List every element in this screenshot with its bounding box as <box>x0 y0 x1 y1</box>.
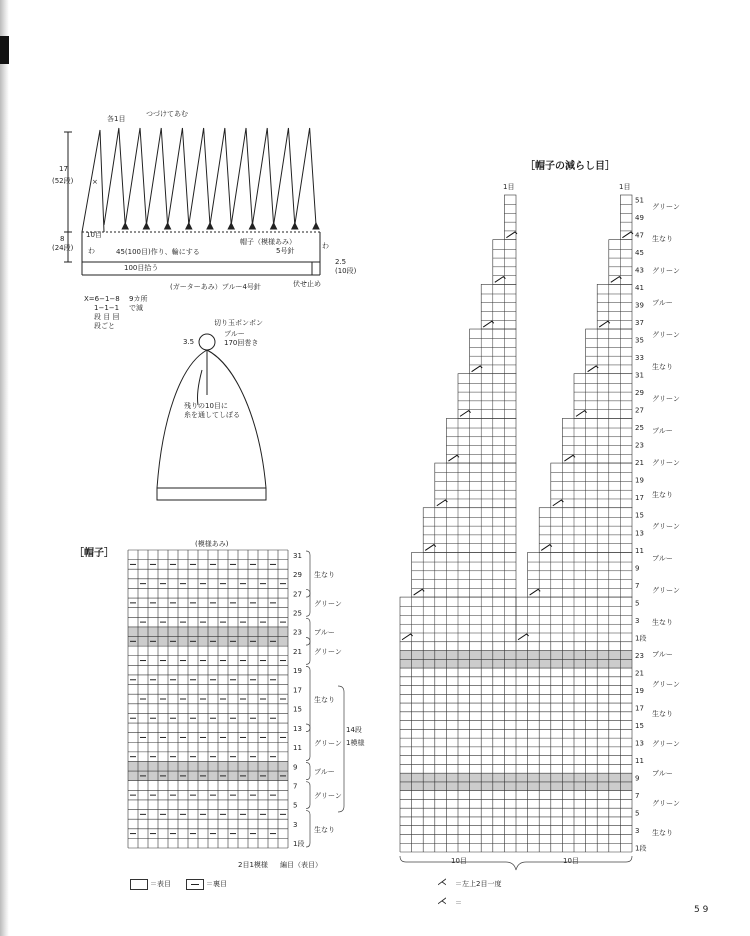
band-bracket <box>306 589 310 616</box>
right-chart-top-left: 1目 <box>503 183 515 191</box>
label-pick-up: 100目拾う <box>124 264 159 272</box>
row-number: 17 <box>293 686 302 695</box>
row-number: 3 <box>293 820 298 829</box>
k2tog-mark <box>495 277 506 283</box>
band-label: 生なり <box>652 710 673 719</box>
k2tog-mark <box>622 232 633 238</box>
k2tog-mark <box>611 277 622 283</box>
k2tog-mark <box>472 366 483 372</box>
label-pompom-size: 3.5 <box>183 338 195 346</box>
band-label: 生なり <box>652 362 673 371</box>
right-chart-bottom-right: 10目 <box>563 857 579 865</box>
row-number: 9 <box>635 564 640 573</box>
row-number: 15 <box>635 511 644 520</box>
k2tog-symbol-icon: ⋌ <box>437 877 447 888</box>
row-number: 29 <box>635 389 644 398</box>
row-number: 1段 <box>635 634 647 643</box>
label-hat-pattern: 帽子（模様あみ） <box>240 238 296 246</box>
band-label: ブルー <box>314 768 335 777</box>
step-block <box>481 284 516 329</box>
label-wa-right: わ <box>322 242 329 250</box>
k2tog-mark <box>402 634 413 640</box>
row-number: 5 <box>293 801 298 810</box>
band-label: グリーン <box>652 458 680 467</box>
label-rows-24: (24段) <box>52 244 74 252</box>
decrease-symbol-icon: ⋌ <box>437 896 447 907</box>
repeat-label-2: 1模様 <box>346 739 365 747</box>
band-label: グリーン <box>314 792 342 801</box>
row-number: 7 <box>635 792 640 801</box>
row-number: 45 <box>635 248 644 257</box>
k2tog-mark <box>553 500 564 506</box>
row-number: 9 <box>635 774 640 783</box>
right-chart-title: ［帽子の減らし目］ <box>525 161 615 172</box>
label-continue-knitting: つづけてあむ <box>146 110 188 118</box>
label-needle-5: 5号針 <box>276 247 295 255</box>
row-number: 19 <box>635 476 644 485</box>
band-label: 生なり <box>314 571 335 580</box>
row-number: 11 <box>293 744 302 753</box>
row-number: 1段 <box>293 840 305 849</box>
band-bracket <box>306 811 310 847</box>
row-number: 7 <box>635 581 640 590</box>
label-bind-off: 伏せ止め <box>293 280 321 288</box>
label-formula-2: 1−1−1 <box>94 304 120 312</box>
k2tog-mark <box>483 321 494 327</box>
row-number: 25 <box>635 424 644 433</box>
row-number: 3 <box>635 827 640 836</box>
left-chart-title: ［帽子］ <box>74 548 114 559</box>
band-label: グリーン <box>314 599 342 608</box>
band-label: ブルー <box>652 298 673 307</box>
row-number: 21 <box>635 669 644 678</box>
band-bracket <box>306 782 310 809</box>
k2tog-mark <box>506 232 517 238</box>
step-block <box>597 284 632 329</box>
band-label: グリーン <box>652 394 680 403</box>
row-number: 25 <box>293 609 302 618</box>
k2tog-mark <box>425 545 436 551</box>
band-label: グリーン <box>652 203 680 211</box>
label-formula-note-2: で減 <box>129 304 143 312</box>
right-chart-bottom-left: 10目 <box>451 857 467 865</box>
row-number: 5 <box>635 809 640 818</box>
row-number: 23 <box>635 651 644 660</box>
row-number: 1段 <box>635 844 647 853</box>
page-number: 5 9 <box>694 905 709 915</box>
bottom-repeat-label: 2目1模様 <box>238 861 268 869</box>
k2tog-mark <box>460 411 471 417</box>
row-number: 47 <box>635 231 644 240</box>
band-label: 生なり <box>314 696 335 704</box>
row-number: 31 <box>293 551 302 560</box>
row-number: 15 <box>635 721 644 730</box>
row-number: 17 <box>635 494 644 503</box>
band-bracket <box>306 618 310 645</box>
band-label: ブルー <box>652 650 673 659</box>
label-pompom-color: ブルー <box>224 330 245 338</box>
repeat-label-1: 14段 <box>346 726 362 734</box>
label-gather-note-1: 残りの10目に <box>184 402 228 410</box>
band-label: 生なり <box>652 829 673 838</box>
k2tog-mark <box>599 321 610 327</box>
k2tog-mark <box>588 366 599 372</box>
row-number: 11 <box>635 757 644 766</box>
bottom-edge-label: 編目（表目） <box>280 861 322 869</box>
band-label: グリーン <box>652 522 680 531</box>
row-number: 21 <box>635 459 644 468</box>
k2tog-mark <box>414 589 425 595</box>
row-number: 27 <box>635 406 644 415</box>
band-label: 生なり <box>652 618 673 627</box>
row-number: 43 <box>635 266 644 275</box>
row-number: 31 <box>635 371 644 380</box>
band-label: ブルー <box>652 426 673 435</box>
legend-knit: ＝表目 <box>150 880 171 888</box>
legend-knit-box <box>130 879 148 890</box>
row-number: 21 <box>293 647 302 656</box>
band-label: グリーン <box>652 739 680 748</box>
row-number: 33 <box>635 354 644 363</box>
label-height-8: 8 <box>60 235 65 243</box>
left-chart-pattern-label: (模様あみ) <box>195 540 229 548</box>
label-formula-note-1: 9カ所 <box>129 295 148 303</box>
k2tog-mark <box>530 589 541 595</box>
row-number: 19 <box>635 686 644 695</box>
band-label: グリーン <box>652 680 680 689</box>
band-bracket <box>306 666 310 731</box>
legend-extra: ＝ <box>455 899 462 907</box>
row-number: 5 <box>635 599 640 608</box>
row-number: 15 <box>293 705 302 714</box>
band-label: グリーン <box>652 266 680 275</box>
k2tog-mark <box>541 545 552 551</box>
band-label: ブルー <box>314 628 335 637</box>
label-cast-on: 45(100目)作り、輪にする <box>116 248 200 256</box>
row-number: 35 <box>635 336 644 345</box>
band-bracket <box>306 638 310 665</box>
legend-purl-box <box>186 879 204 890</box>
band-label: 生なり <box>652 490 673 499</box>
row-number: 29 <box>293 571 302 580</box>
row-number: 11 <box>635 546 644 555</box>
row-number: 27 <box>293 590 302 599</box>
row-number: 51 <box>635 196 644 205</box>
legend-k2tog: ＝左上2目一度 <box>455 880 502 888</box>
row-number: 17 <box>635 704 644 713</box>
label-garter: (ガーターあみ）ブルー4号針 <box>170 283 261 291</box>
bottom-brace <box>400 856 632 870</box>
label-rows-52: (52段) <box>52 177 74 185</box>
band-label: グリーン <box>652 586 680 595</box>
k2tog-mark <box>437 500 448 506</box>
band-label: グリーン <box>652 330 680 339</box>
band-label: ブルー <box>652 554 673 563</box>
label-height-25: 2.5 <box>335 258 347 266</box>
row-number: 39 <box>635 301 644 310</box>
row-number: 13 <box>635 739 644 748</box>
band-label: グリーン <box>652 799 680 808</box>
k2tog-mark <box>448 455 459 461</box>
label-pompom: 切り玉ポンポン <box>214 319 263 327</box>
label-height-17: 17 <box>59 165 68 173</box>
legend-purl: ＝裏目 <box>206 880 227 888</box>
label-pompom-wraps: 170回巻き <box>224 339 259 347</box>
k2tog-mark <box>576 411 587 417</box>
row-number: 23 <box>293 628 302 637</box>
row-number: 7 <box>293 782 298 791</box>
row-number: 41 <box>635 283 644 292</box>
label-rows-10: (10段) <box>335 267 357 275</box>
row-number: 13 <box>635 529 644 538</box>
step-block <box>412 552 516 597</box>
label-formula-4: 段ごと <box>94 322 115 330</box>
row-number: 37 <box>635 319 644 328</box>
label-x-mark: × <box>92 178 98 186</box>
label-each-1-stitch: 各1目 <box>107 115 126 123</box>
label-formula-1: X=6−1−8 <box>84 295 120 303</box>
band-label: ブルー <box>652 769 673 778</box>
band-label: グリーン <box>314 647 342 656</box>
label-gather-note-2: 糸を通してしぼる <box>184 411 240 419</box>
row-number: 23 <box>635 441 644 450</box>
row-number: 3 <box>635 616 640 625</box>
label-wa-left: わ <box>88 247 95 255</box>
row-number: 49 <box>635 213 644 222</box>
step-block <box>528 552 632 597</box>
band-label: グリーン <box>314 739 342 748</box>
row-number: 19 <box>293 667 302 676</box>
band-bracket <box>306 762 310 779</box>
row-number: 9 <box>293 763 298 772</box>
k2tog-mark <box>564 455 575 461</box>
band-label: 生なり <box>314 825 335 834</box>
right-chart-top-right: 1目 <box>619 183 631 191</box>
k2tog-mark <box>518 634 529 640</box>
row-number: 13 <box>293 724 302 733</box>
label-formula-3: 段 目 回 <box>94 313 120 321</box>
band-label: 生なり <box>652 234 673 243</box>
label-ten-stitches: 10目 <box>86 231 102 239</box>
